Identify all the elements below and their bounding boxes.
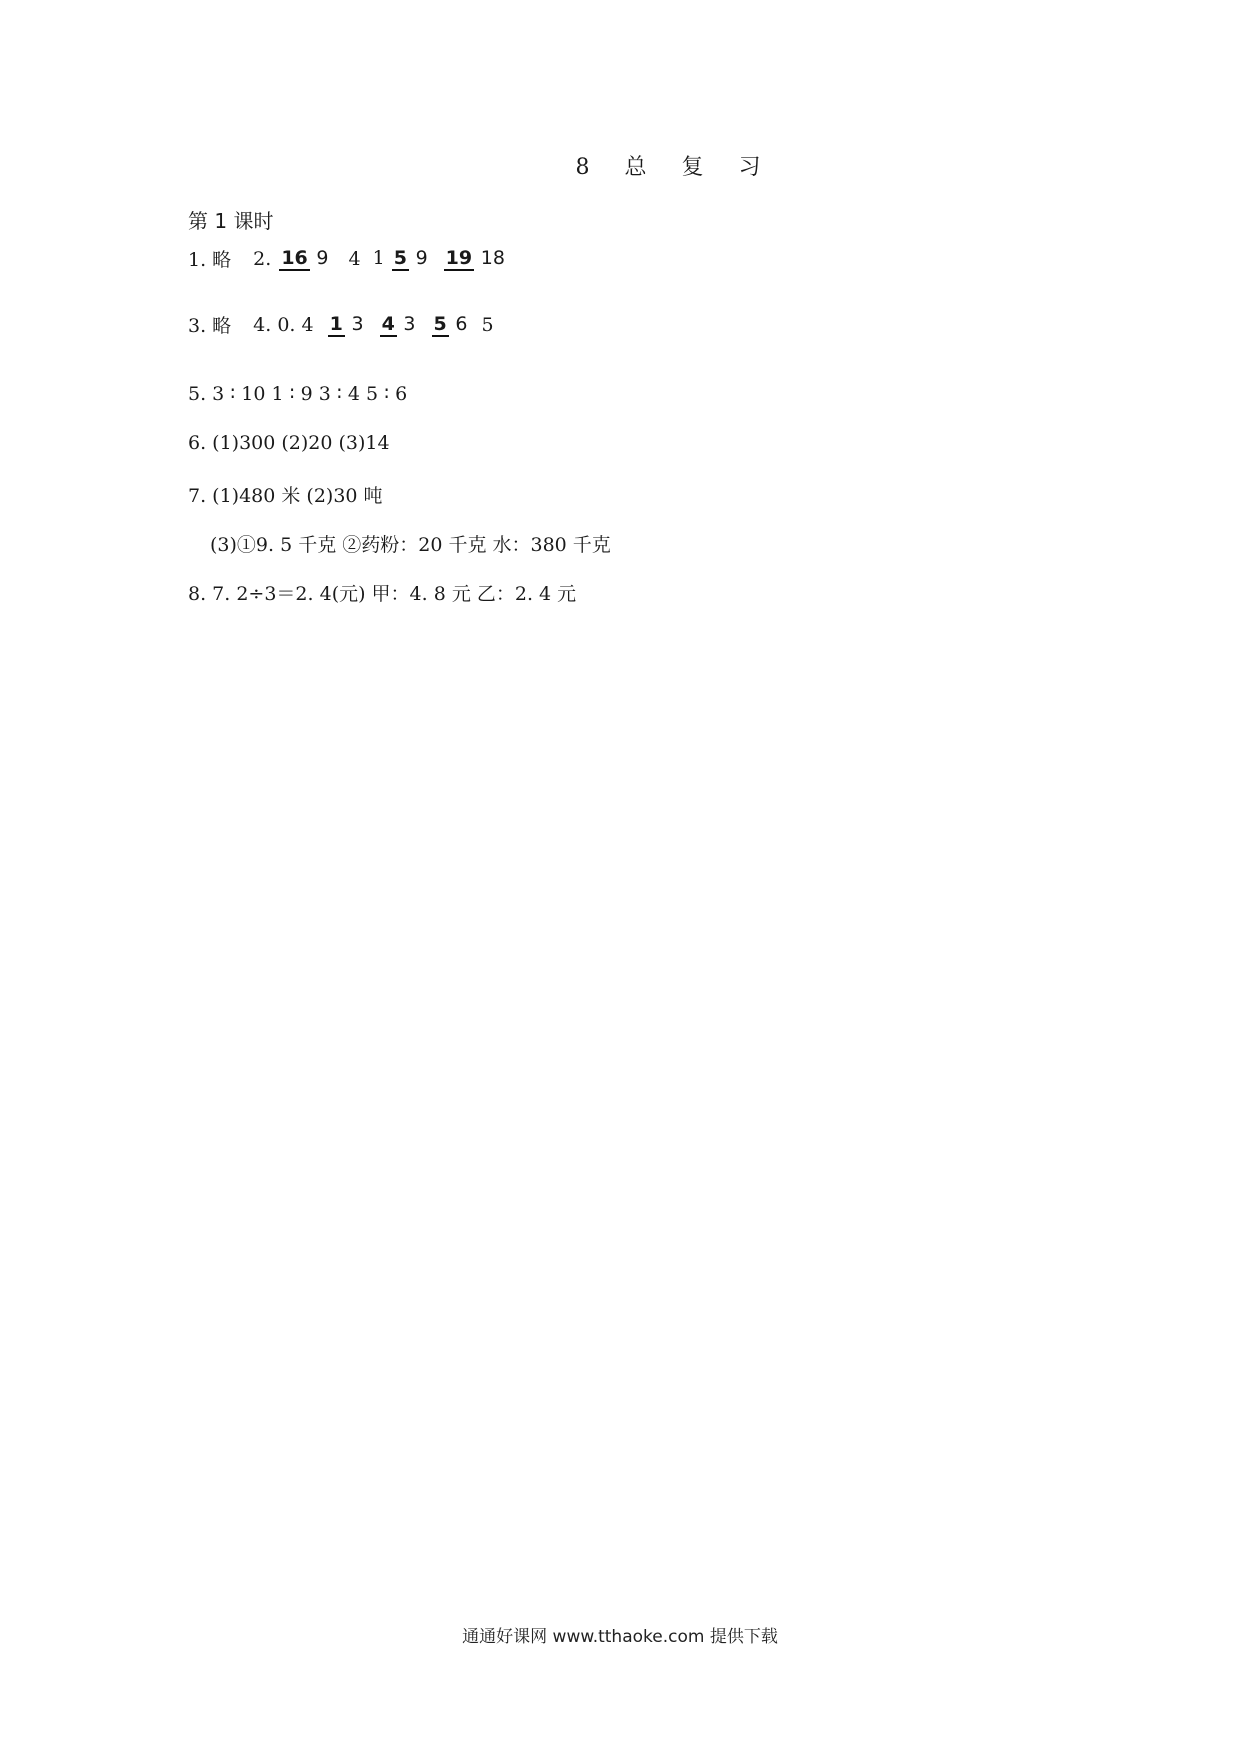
- answer-line-2: [188, 311, 494, 338]
- answer-2-number: 2.: [253, 247, 272, 270]
- section-heading: 第 1 课时: [188, 209, 274, 233]
- answer-4: 4. 0. 4: [253, 313, 314, 336]
- footer-source: 通通好课网 www.tthaoke.com 提供下载: [462, 1627, 778, 1647]
- answer-1: 1. 略: [188, 249, 232, 271]
- fraction-1-3: 1 3: [328, 312, 364, 338]
- mixed-number: 1 5 9: [373, 246, 436, 272]
- answer-3: 3. 略: [188, 315, 232, 337]
- answer-line-1: [188, 245, 513, 272]
- answer-line-5: 5. 3 ∶ 10 1 ∶ 9 3 ∶ 4 5 ∶ 6: [188, 383, 408, 405]
- fraction-5-9: 5 9: [392, 246, 428, 272]
- page-title: 8 总 复 习: [575, 155, 775, 180]
- answer-line-8: 8. 7. 2÷3＝2. 4(元) 甲：4. 8 元 乙：2. 4 元: [188, 583, 577, 605]
- answer-line-6: 6. (1)300 (2)20 (3)14: [188, 432, 390, 454]
- value-4: 4: [348, 247, 361, 270]
- answer-line-7: 7. (1)480 米 (2)30 吨: [188, 485, 383, 507]
- fraction-5-6: 5 6: [432, 312, 468, 338]
- fraction-16-9: 16 9: [279, 246, 328, 272]
- fraction-19-18: 19 18: [444, 246, 505, 272]
- answer-line-7-3: (3)①9. 5 千克 ②药粉：20 千克 水：380 千克: [210, 534, 611, 556]
- fraction-4-3: 4 3: [380, 312, 416, 338]
- value-5: 5: [481, 313, 494, 336]
